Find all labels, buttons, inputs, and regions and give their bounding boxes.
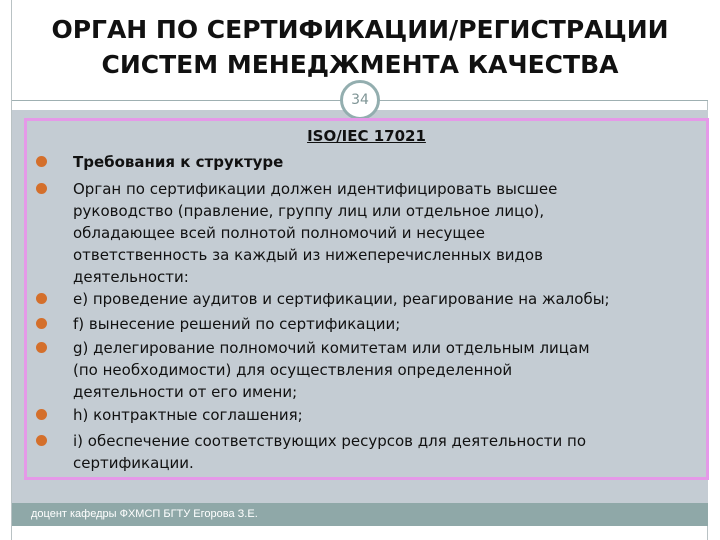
slide-title-line-2: СИСТЕМ МЕНЕДЖМЕНТА КАЧЕСТВА	[101, 50, 619, 79]
bullet-text	[73, 178, 703, 288]
slide-number: 34	[340, 80, 380, 120]
bullet-line: g) делегирование полномочий комитетам или отдельным лицам	[73, 339, 590, 357]
bullet-line: ответственность за каждый из нижеперечисленных видов	[73, 246, 543, 264]
bullet-text	[73, 151, 703, 173]
bullet-text	[73, 430, 703, 474]
bullet-line: обладающее всей полнотой полномочий и несущее	[73, 224, 486, 242]
bullet-text	[73, 288, 703, 310]
footer-bar	[12, 503, 708, 526]
bullet-text	[73, 337, 703, 403]
bullet-dot-icon	[36, 183, 47, 194]
bullet-line: h) контрактные соглашения;	[73, 406, 303, 424]
bullet-dot-icon	[36, 342, 47, 353]
bullet-line: деятельности:	[73, 268, 189, 286]
bullet-line: руководство (правление, группу лиц или отдельное лицо),	[73, 202, 545, 220]
bullet-line: сертификации.	[73, 454, 194, 472]
bullet-line: i) обеспечение соответствующих ресурсов для деятельности по	[73, 432, 587, 450]
bullet-line: деятельности от его имени;	[73, 383, 298, 401]
bullet-text	[73, 404, 703, 426]
slide-title	[12, 12, 708, 82]
footer-author: доцент кафедры ФХМСП БГТУ Егорова З.Е.	[31, 508, 258, 520]
content-heading: ISO/IEC 17021	[307, 127, 426, 145]
bullet-line: (по необходимости) для осуществления определенной	[73, 361, 513, 379]
bullet-dot-icon	[36, 409, 47, 420]
bullet-line: Орган по сертификации должен идентифицировать высшее	[73, 180, 558, 198]
bullet-dot-icon	[36, 435, 47, 446]
slide-title-line-1: ОРГАН ПО СЕРТИФИКАЦИИ/РЕГИСТРАЦИИ	[51, 15, 669, 44]
bullet-line: e) проведение аудитов и сертификации, реагирование на жалобы;	[73, 290, 610, 308]
bullet-dot-icon	[36, 293, 47, 304]
bullet-line: f) вынесение решений по сертификации;	[73, 315, 401, 333]
bullet-line: Требования к структуре	[73, 153, 284, 171]
bullet-dot-icon	[36, 156, 47, 167]
bullet-text	[73, 313, 703, 335]
bullet-dot-icon	[36, 318, 47, 329]
